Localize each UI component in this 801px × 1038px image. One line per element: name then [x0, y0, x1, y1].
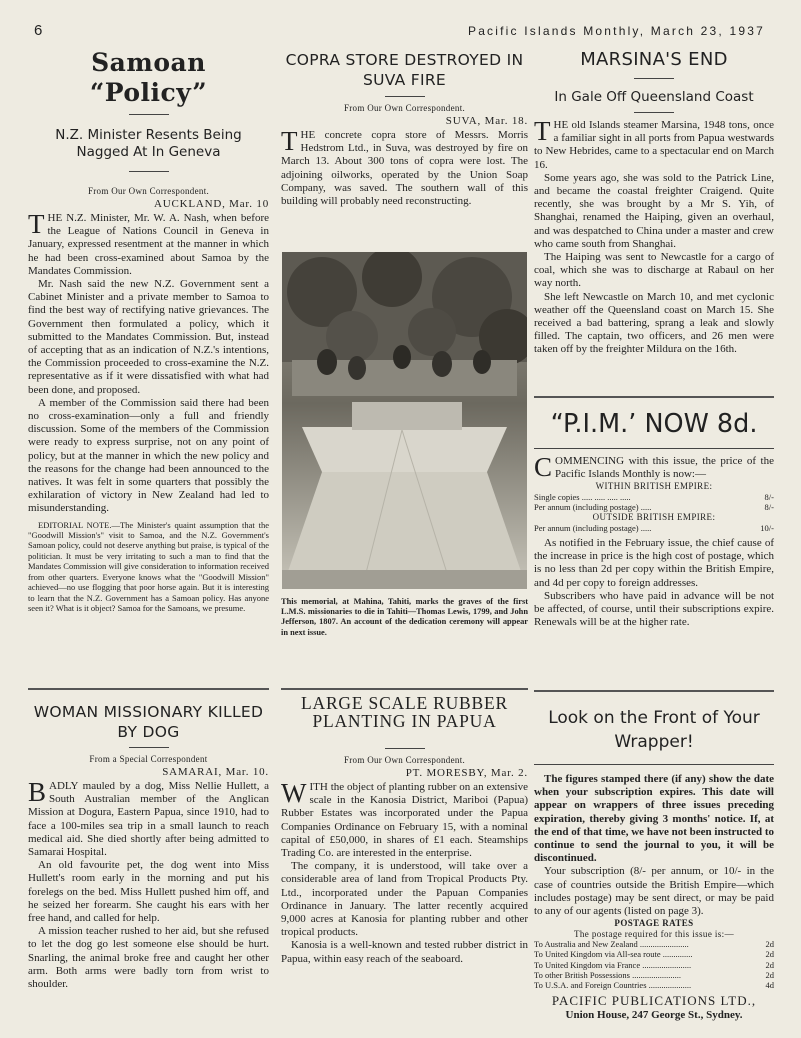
article-missionary — [28, 688, 269, 991]
subtitle-rule — [634, 112, 674, 113]
copra-dateline: SUVA, Mar. 18. — [445, 115, 528, 127]
title-rule — [385, 96, 425, 97]
rubber-dropcap: W — [281, 778, 307, 808]
title-rule — [385, 748, 425, 749]
price-paragraph-3: Subscribers who have paid in advance will be not be affected, of course, until their subscriptions expire. Renewals will be at the higher rate. — [534, 589, 774, 629]
photo-caption: This memorial, at Mahina, Tahiti, marks the graves of the first L.M.S. missionaries to die in Tahiti—Thomas Lewis, 1799, and John Jefferson, 1807. An account of the dedication ceremony will appear in next issue. — [281, 597, 528, 637]
wrapper-paragraph-1: The figures stamped there (if any) show the date when your subscription expires. This date will appear on wrappers of three issues preceding expiration, thereby giving 3 months' notice. If, at the end of that time, we have not been instructed to continue to send the journal to you, it will be discontinued. — [534, 773, 774, 865]
samoa-paragraph-2: Mr. Nash said the new N.Z. Government sent a Cabinet Minister and a private member to Samoa to find the best way of rectifying native grievances. The Government then formulated a policy, which it submitted to the Mandates Commission. But, instead of accepting that as an indication of N.Z.'s intentions, the Commission proceeded to cross-examine the N.Z. representative as if it were dissatisfied with what had been done, and proposed. — [28, 278, 269, 396]
postage-rate-row: To U.S.A. and Foreign Countries .................... 4d — [534, 980, 774, 991]
price-row: Per annum (including postage) ..... 8/- — [534, 502, 774, 513]
price-paragraph-1: COMMENCING with this issue, the price of the Pacific Islands Monthly is now:— — [534, 452, 774, 482]
running-title: Pacific Islands Monthly, March 23, 1937 — [467, 24, 765, 38]
postage-rate-row: To Australia and New Zealand ....................... 2d — [534, 939, 774, 950]
postage-rate-row: To United Kingdom via France ....................... 2d — [534, 959, 774, 970]
wrapper-title: Look on the Front of Your Wrapper! — [548, 708, 760, 752]
wrapper-rule — [534, 764, 774, 765]
title-rule — [129, 747, 169, 748]
copra-paragraph-1: THE concrete copra store of Messrs. Morris Hedstrom Ltd., in Suva, was destroyed by fire on March 13. About 300 tons of copra were lost. The adjoining oilworks, operated by the Union Soap Company, was saved. The southern wall of this building will probably need reconstructing. — [281, 126, 528, 208]
title-rule — [634, 78, 674, 79]
memorial-photo — [282, 252, 527, 589]
price-row: Per annum (including postage) ..... 10/- — [534, 522, 774, 533]
marsina-subtitle: In Gale Off Queensland Coast — [554, 89, 754, 105]
samoa-subtitle: N.Z. Minister Resents Being Nagged At In Geneva — [55, 127, 242, 160]
missionary-title: WOMAN MISSIONARY KILLED BY DOG — [33, 703, 264, 741]
article-copra — [281, 50, 528, 208]
publisher-name: PACIFIC PUBLICATIONS LTD., — [551, 993, 757, 1009]
wrapper-paragraph-2: Your subscription (8/- per annum, or 10/- in the case of countries outside the British Empire—which includes postage) may be sent direct, or may be paid to any of our agents (listed on page 3). — [534, 865, 774, 918]
marsina-paragraph-1: THE old Islands steamer Marsina, 1948 tons, once a familiar sight in all ports from Papua westwards to New Hebrides, came to a spectacular end on March 16. — [534, 116, 774, 171]
article-samoa — [28, 48, 269, 613]
article-wrapper — [534, 690, 774, 1021]
rates-heading: POSTAGE RATES — [614, 918, 694, 929]
rubber-paragraph-2: The company, it is understood, will take over a considerable area of land from Tropical Products Pty. Ltd., incorporated under the Papuan Companies Ordinance in January. The latter recently acquired 9,000 acres at Kanosia for planting rubber and other tropical products. — [281, 860, 528, 939]
running-header — [34, 22, 765, 40]
missionary-paragraph-2: An old favourite pet, the dog went into Miss Hullett's room early in the morning and put his forelegs on the bed. Miss Hullett pushed him off, and he seized her forearm. She caught his ears with her free hand, and called for help. — [28, 859, 269, 925]
postage-rate-row: To other British Possessions ....................... 2d — [534, 969, 774, 980]
price-paragraph-2: As notified in the February issue, the chief cause of the increase in price is the high cost of postage, which is no less than 2d per copy within the British Empire, and 4d per copy to foreign addresses. — [534, 537, 774, 589]
outside-heading: OUTSIDE BRITISH EMPIRE: — [592, 512, 716, 523]
rubber-byline: From Our Own Correspondent. — [343, 755, 466, 765]
price-dropcap: C — [534, 452, 553, 482]
title-rule — [129, 114, 169, 115]
within-heading: WITHIN BRITISH EMPIRE: — [595, 481, 713, 492]
marsina-paragraph-2: Some years ago, she was sold to the Patrick Line, and became the coastal freighter Craigend. Quite recently, she was brought by a Mr S. Yih, of Shanghai, renamed the Haiping, given an overhaul, and was despatched to China under a master and crew who came south from Shanghai. — [534, 171, 774, 250]
publisher-address: Union House, 247 George St., Sydney. — [565, 1009, 743, 1022]
samoa-dropcap: T — [28, 209, 45, 239]
samoa-title: Samoan “Policy” — [89, 48, 208, 107]
postage-rates-list — [534, 939, 774, 990]
samoa-dateline: AUCKLAND, Mar. 10 — [153, 198, 269, 210]
price-title: “P.I.M.’ NOW 8d. — [550, 409, 758, 439]
copra-byline: From Our Own Correspondent. — [343, 103, 466, 113]
article-rubber — [281, 688, 528, 966]
samoa-byline: From Our Own Correspondent. — [87, 186, 210, 196]
missionary-dateline: SAMARAI, Mar. 10. — [162, 766, 269, 778]
article-marsina — [534, 50, 774, 357]
marsina-dropcap: T — [534, 116, 551, 146]
samoa-editorial-note: EDITORIAL NOTE.—The Minister's quaint assumption that the "Goodwill Mission's" visit to Samoa, and the N.Z. Government's Samoan policy, could not deserve anything but praise, is typical of the politician. It must be very irritating to such a man to find that the Mandates Commission will give consideration to information received from other quarters. Everyone knows what the "Goodwill Mission" achieved—no use flogging that poor horse again. But it is interesting to learn that the N.Z. Government has a Samoan policy. Has anyone seen it? What is it object? Samoa for the Samoans, we presume. — [28, 519, 269, 613]
missionary-dropcap: B — [28, 777, 47, 807]
rates-subheading: The postage required for this issue is:— — [574, 928, 734, 939]
missionary-paragraph-3: A mission teacher rushed to her aid, but she refused to let the dog go lest someone else should be hurt. Snarling, the animal broke free and caught her other arm. Both arms were badly torn from wrist to shoulder. — [28, 925, 269, 991]
marsina-paragraph-4: She left Newcastle on March 10, and met cyclonic weather off the Queensland coast on March 15. She received a bad battering, sprang a leak and slowly filled. The captain, two officers, and 26 men were taken off by the freighter Mildura on the 16th. — [534, 290, 774, 356]
rubber-dateline: PT. MORESBY, Mar. 2. — [405, 767, 528, 779]
page-number: 6 — [34, 22, 43, 39]
photo-block — [281, 252, 528, 638]
rubber-paragraph-3: Kanosia is a well-known and tested rubber district in Papua, within easy reach of the seaboard. — [281, 939, 528, 965]
rubber-paragraph-1: WITH the object of planting rubber on an extensive scale in the Kanosia District, Mariboi (Papua) Rubber Estates was incorporated under the Papua Companies Ordinance on February 15, with a nominal capital of £50,000, in shares of £1 each. Steamships Trading Co. are interested in the enterprise. — [281, 778, 528, 860]
copra-dropcap: T — [281, 126, 298, 156]
samoa-paragraph-3: A member of the Commission said there had been no cross-examination—only a full and friendly discussion. Some of the members of the Commission were ready to express surprise, not on any point of policy, but at the manner in which the new policy and the reasons for the change had been announced to the natives. It was felt in some quarters that possibly the exhilaration of victory in New Zealand had led to misunderstanding. — [28, 396, 269, 515]
price-rule — [534, 448, 774, 449]
samoa-paragraph-1: THE N.Z. Minister, Mr. W. A. Nash, when before the League of Nations Council in Geneva in January, expressed resentment at the manner in which he had been cross-examined about Samoa by the Mandates Commission. — [28, 209, 269, 277]
price-row: Single copies ..... ..... ..... ..... 8/- — [534, 491, 774, 502]
rubber-title: LARGE SCALE RUBBER PLANTING IN PAPUA — [301, 693, 508, 731]
missionary-byline: From a Special Correspondent — [89, 754, 208, 764]
copra-title: COPRA STORE DESTROYED IN SUVA FIRE — [285, 51, 524, 89]
postage-rate-row: To United Kingdom via All-sea route .............. 2d — [534, 949, 774, 960]
article-price — [534, 396, 774, 629]
subtitle-rule — [129, 171, 169, 172]
marsina-paragraph-3: The Haiping was sent to Newcastle for a cargo of coal, which she was to discharge at Rabaul on her way north. — [534, 251, 774, 290]
marsina-title: MARSINA'S END — [580, 49, 728, 70]
missionary-paragraph-1: BADLY mauled by a dog, Miss Nellie Hullett, a South Australian member of the Anglican Mission at Dogura, Eastern Papua, since 1910, had to face a 100-miles sea trip in a small launch to reach medical aid. She died shortly after being admitted to Samarai Hospital. — [28, 777, 269, 859]
